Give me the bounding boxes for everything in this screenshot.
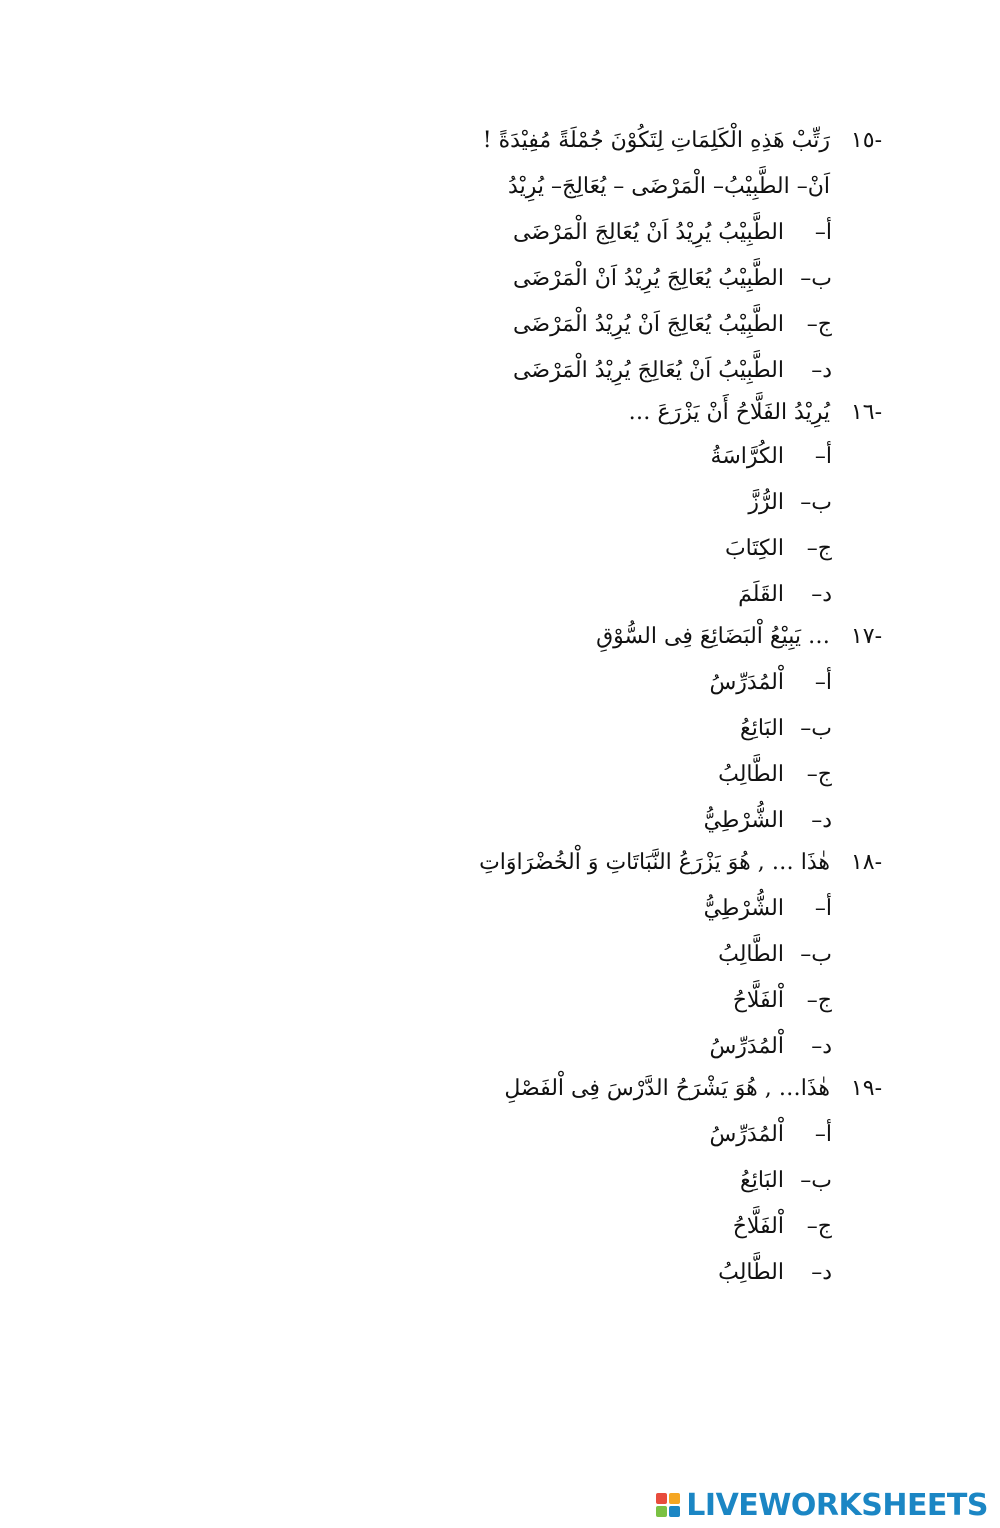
question-18: [479, 848, 882, 878]
option-text: الشُّرْطِيُّ: [703, 808, 784, 833]
logo-square: [656, 1506, 667, 1517]
option-18-b[interactable]: [718, 940, 832, 970]
option-text: اْلمُدَرِّسُ: [709, 1122, 784, 1147]
option-17-b[interactable]: [740, 714, 832, 744]
question-text: يُرِيْدُ الفَلَّاحُ أَنْ يَزْرَعَ …: [628, 400, 830, 425]
option-letter: ب–: [800, 490, 832, 515]
option-text: الطَّبِيْبُ يُعَالِجَ يُرِيْدُ اَنْ الْمَرْضَى: [513, 266, 784, 291]
option-text: الطَّبِيْبُ يُعَالِجَ اَنْ يُرِيْدُ الْمَرْضَى: [513, 312, 784, 337]
option-letter: أ–: [814, 1122, 832, 1147]
option-text: الرُّزَّ: [748, 490, 784, 515]
logo-square: [656, 1493, 667, 1504]
question-19: [504, 1074, 882, 1104]
option-19-c[interactable]: [733, 1212, 832, 1242]
option-15-b[interactable]: [513, 264, 832, 294]
option-19-d[interactable]: [718, 1258, 832, 1288]
option-letter: د–: [811, 1260, 832, 1285]
option-15-d[interactable]: [513, 356, 832, 386]
option-18-a[interactable]: [704, 894, 832, 924]
option-letter: ب–: [800, 266, 832, 291]
question-number: -١٨: [850, 850, 882, 875]
option-letter: أ–: [814, 896, 832, 921]
option-17-c[interactable]: [718, 760, 832, 790]
option-text: البَائِعُ: [740, 1168, 784, 1193]
option-16-a[interactable]: [711, 442, 832, 472]
option-text: الشُّرْطِيُّ: [703, 896, 784, 921]
option-17-d[interactable]: [704, 806, 832, 836]
option-letter: ب–: [800, 1168, 832, 1193]
question-17: [596, 622, 882, 652]
option-17-a[interactable]: [709, 668, 832, 698]
option-19-b[interactable]: [740, 1166, 832, 1196]
option-16-b[interactable]: [748, 488, 832, 518]
option-letter: ج–: [806, 312, 832, 337]
question-number: -١٦: [850, 400, 882, 425]
question-number: -١٧: [850, 624, 882, 649]
option-letter: أ–: [814, 670, 832, 695]
option-letter: أ–: [814, 220, 832, 245]
option-text: الطَّالِبُ: [718, 942, 784, 967]
question-15: [483, 126, 882, 156]
option-letter: د–: [811, 582, 832, 607]
option-18-c[interactable]: [733, 986, 832, 1016]
liveworksheets-logo[interactable]: [656, 1487, 988, 1523]
question-text: هٰذَا … , هُوَ يَزْرَعُ النَّبَاتَاتِ وَ اْلخُضْرَاوَاتِ: [479, 850, 830, 875]
logo-square: [669, 1506, 680, 1517]
option-letter: ج–: [806, 988, 832, 1013]
option-text: اْلفَلَّاحُ: [732, 988, 784, 1013]
question-number: -١٥: [850, 128, 882, 153]
option-text: البَائِعُ: [740, 716, 784, 741]
option-19-a[interactable]: [709, 1120, 832, 1150]
option-letter: ب–: [800, 716, 832, 741]
option-text: الطَّبِيْبُ اَنْ يُعَالِجَ يُرِيْدُ الْمَرْضَى: [513, 358, 784, 383]
option-letter: ج–: [806, 536, 832, 561]
option-text: الطَّالِبُ: [718, 762, 784, 787]
question-text: هٰذَا… , هُوَ يَشْرَحُ الدَّرْسَ فِى اْلفَصْلِ: [504, 1076, 830, 1101]
option-15-c[interactable]: [513, 310, 832, 340]
question-number: -١٩: [850, 1076, 882, 1101]
option-letter: د–: [811, 358, 832, 383]
option-text: الطَّالِبُ: [718, 1260, 784, 1285]
logo-mark-icon: [656, 1493, 680, 1517]
option-text: الطَّبِيْبُ يُرِيْدُ اَنْ يُعَالِجَ الْمَرْضَى: [513, 220, 784, 245]
option-16-c[interactable]: [725, 534, 832, 564]
option-text: الكُرَّاسَةُ: [710, 444, 784, 469]
option-text: اْلمُدَرِّسُ: [709, 1034, 784, 1059]
option-letter: ج–: [806, 1214, 832, 1239]
option-text: القَلَمَ: [738, 582, 784, 607]
option-16-d[interactable]: [738, 580, 832, 610]
logo-text: LIVEWORKSHEETS: [686, 1487, 988, 1523]
option-letter: ب–: [800, 942, 832, 967]
question-15-words: اَنْ– الطَّبِيْبُ– الْمَرْضَى – يُعَالِجَ– يُرِيْدُ: [508, 174, 830, 199]
option-letter: د–: [811, 1034, 832, 1059]
logo-square: [669, 1493, 680, 1504]
option-letter: د–: [811, 808, 832, 833]
option-letter: أ–: [814, 444, 832, 469]
question-text: … يَبِيْعُ اْلبَضَائِعَ فِى السُّوْقِ: [596, 624, 830, 649]
option-18-d[interactable]: [709, 1032, 832, 1062]
question-16: [629, 398, 882, 428]
option-15-a[interactable]: [513, 218, 832, 248]
option-text: اْلفَلَّاحُ: [732, 1214, 784, 1239]
option-text: الكِتَابَ: [724, 536, 784, 561]
question-text: رَتِّبْ هَذِهِ الْكَلِمَاتِ لِتَكُوْنَ جُمْلَةً مُفِيْدَةً !: [482, 128, 830, 153]
option-text: اْلمُدَرِّسُ: [709, 670, 784, 695]
option-letter: ج–: [806, 762, 832, 787]
